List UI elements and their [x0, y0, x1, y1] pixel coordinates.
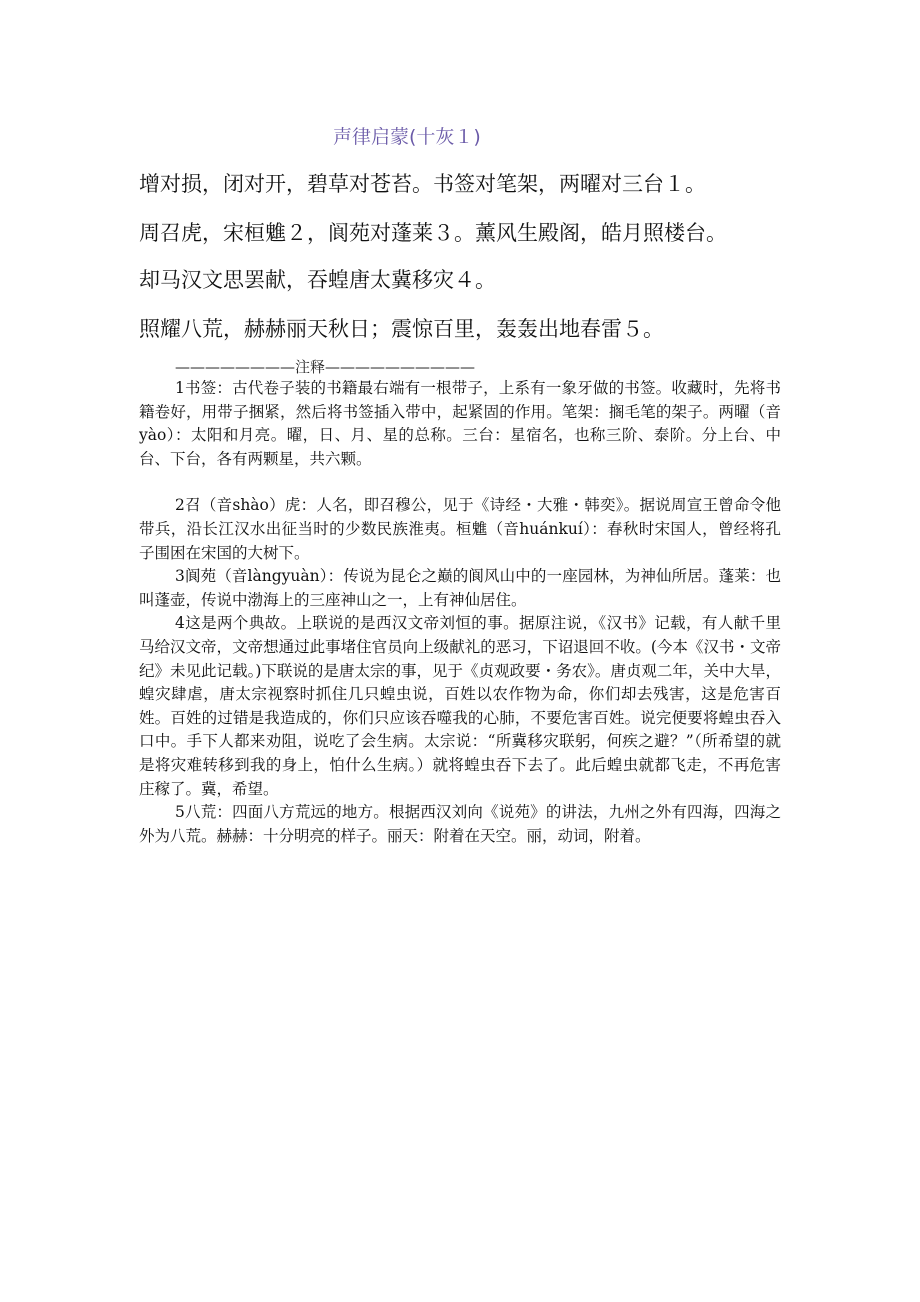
note-4: 4这是两个典故。上联说的是西汉文帝刘恒的事。据原注说，《汉书》记载，有人献千里马给汉文帝，文帝想通过此事堵住官员向上级献礼的恶习，下诏退回不收。(今本《汉书・文帝纪》未见此记载。)下联说的是唐太宗的事，见于《贞观政要・务农》。唐贞观二年，关中大旱，蝗灾肆虐，唐太宗视察时抓住几只蝗虫说，百姓以农作物为命，你们却去残害，这是危害百姓。百姓的过错是我造成的，你们只应该吞噬我的心肺，不要危害百姓。说完便要将蝗虫吞入口中。手下人都来劝阻，说吃了会生病。太宗说：“所冀移灾联躬，何疾之避？”（所希望的就是将灾难转移到我的身上，怕什么生病。）就将蝗虫吞下去了。此后蝗虫就都飞走，不再危害庄稼了。冀，希望。 [139, 614, 781, 798]
notes-divider: ————————注释—————————— [175, 358, 476, 376]
notes-section [139, 377, 781, 848]
verse-line-3: 却马汉文思罢献，吞蝗唐太冀移灾４。 [139, 268, 496, 292]
note-5: 5八荒：四面八方荒远的地方。根据西汉刘向《说苑》的讲法，九州之外有四海，四海之外为八荒。赫赫：十分明亮的样子。丽天：附着在天空。丽，动词，附着。 [139, 803, 781, 845]
note-3: 3阆苑（音làngyuàn）：传说为昆仑之巅的阆风山中的一座园林，为神仙所居。蓬莱：也叫蓬壶，传说中渤海上的三座神山之一，上有神仙居住。 [139, 567, 781, 609]
note-2: 2召（音shào）虎：人名，即召穆公，见于《诗经・大雅・韩奕》。据说周宣王曾命令他带兵，沿长江汉水出征当时的少数民族淮夷。桓魋（音huánkuí）：春秋时宋国人，曾经将孔子围困在宋国的大树下。 [139, 496, 781, 562]
document-title: 声律启蒙(十灰１) [333, 126, 481, 148]
verse-line-1: 增对损，闭对开，碧草对苍苔。书签对笔架，两曜对三台１。 [139, 172, 706, 196]
verse-line-4: 照耀八荒，赫赫丽天秋日；震惊百里，轰轰出地春雷５。 [139, 317, 664, 341]
verse-line-2: 周召虎，宋桓魋２，阆苑对蓬莱３。薰风生殿阁，皓月照楼台。 [139, 221, 727, 245]
note-1: 1书签：古代卷子装的书籍最右端有一根带子，上系有一象牙做的书签。收藏时，先将书籍卷好，用带子捆紧，然后将书签插入带中，起紧固的作用。笔架：搁毛笔的架子。两曜（音yào）：太阳和月亮。曜，日、月、星的总称。三台：星宿名，也称三阶、泰阶。分上台、中台、下台，各有两颗星，共六颗。 [139, 379, 781, 468]
